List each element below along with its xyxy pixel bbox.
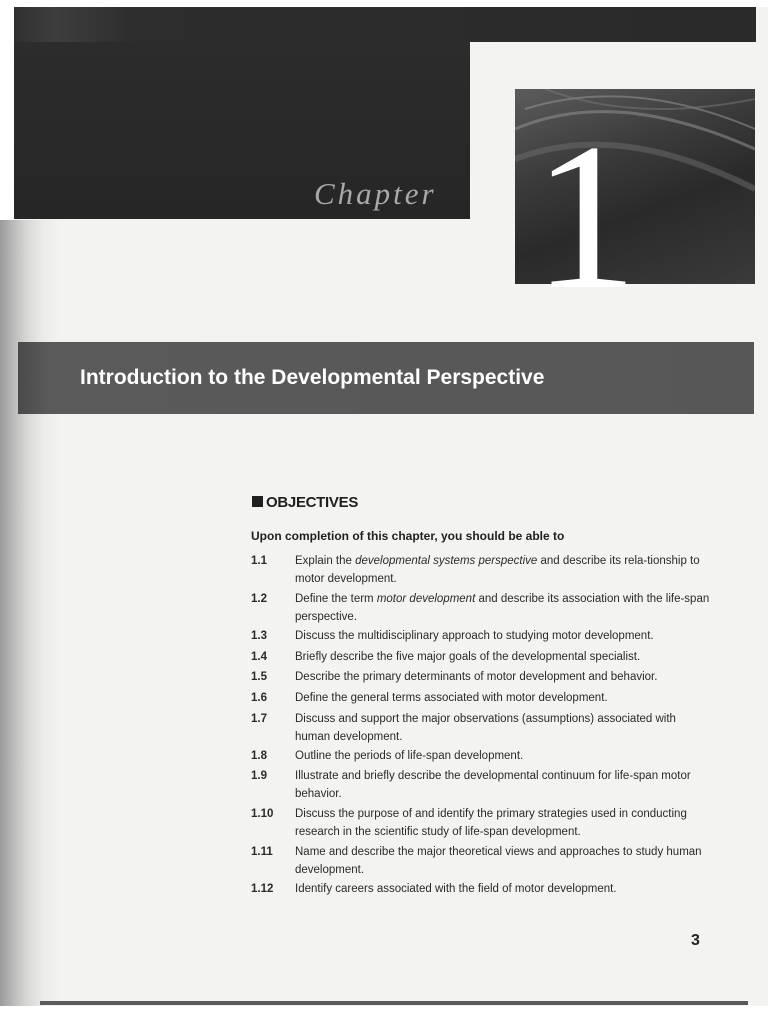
- objective-number: 1.5: [251, 671, 267, 683]
- objective-number: 1.10: [251, 808, 274, 820]
- objective-item: [251, 748, 711, 766]
- objective-text: [295, 591, 711, 626]
- chapter-label: Chapter: [314, 176, 437, 211]
- objective-number: 1.1: [251, 555, 267, 567]
- objective-text: [295, 553, 711, 588]
- bottom-rule: [40, 1001, 748, 1005]
- objective-key-term: developmental systems perspective: [355, 555, 538, 567]
- spine-shadow: [0, 220, 60, 1010]
- objective-key-term: motor development: [376, 593, 476, 605]
- objective-item: [251, 591, 711, 626]
- objective-text-part: Discuss and support the major observations (assumptions) associated with human development.: [295, 713, 676, 743]
- objective-item: [251, 881, 711, 899]
- objective-text-part: Define the general terms associated with motor development.: [295, 692, 608, 704]
- objective-item: [251, 553, 711, 588]
- objective-number: 1.8: [251, 750, 267, 762]
- objective-text: [295, 628, 711, 646]
- objective-text-part: Explain the: [295, 555, 356, 567]
- objective-text: [295, 669, 711, 687]
- objective-number: 1.7: [251, 713, 267, 725]
- objective-number: 1.11: [251, 846, 273, 858]
- objectives-heading-text: OBJECTIVES: [266, 494, 359, 511]
- objective-text-part: and describe its rela-tionship to motor development.: [295, 555, 700, 585]
- objective-item: [251, 649, 711, 667]
- objective-text-part: and describe its association with the life-span perspective.: [295, 593, 710, 623]
- objective-text: [295, 768, 711, 803]
- chapter-title: Introduction to the Developmental Perspective: [80, 366, 545, 389]
- objective-text-part: Discuss the multidisciplinary approach to studying motor development.: [295, 630, 654, 642]
- objective-text-part: Discuss the purpose of and identify the primary strategies used in conducting research in the scientific study of life-span development.: [295, 808, 687, 838]
- objective-item: [251, 628, 711, 646]
- objective-text: [295, 690, 711, 708]
- page-number: 3: [691, 932, 700, 949]
- objective-text-part: Illustrate and briefly describe the developmental continuum for life-span motor behavior.: [295, 770, 691, 800]
- objective-item: [251, 768, 711, 803]
- objective-item: [251, 690, 711, 708]
- objectives-heading: [252, 494, 358, 511]
- objective-number: 1.9: [251, 770, 267, 782]
- objective-item: [251, 711, 711, 746]
- objective-number: 1.12: [251, 883, 274, 895]
- objective-text: [295, 806, 711, 841]
- objective-number: 1.3: [251, 630, 267, 642]
- objective-text-part: Define the term: [295, 593, 377, 605]
- square-bullet-icon: [252, 496, 263, 507]
- objective-text-part: Identify careers associated with the field of motor development.: [295, 883, 617, 895]
- objective-text: [295, 649, 711, 667]
- objective-item: [251, 806, 711, 841]
- objective-text: [295, 844, 711, 879]
- objectives-intro: Upon completion of this chapter, you should be able to: [251, 529, 565, 543]
- objective-text-part: Describe the primary determinants of motor development and behavior.: [295, 671, 658, 683]
- objective-text-part: Outline the periods of life-span development.: [295, 750, 524, 762]
- objective-number: 1.6: [251, 692, 267, 704]
- scan-left-margin: [0, 7, 14, 222]
- objective-text-part: Name and describe the major theoretical views and approaches to study human development.: [295, 846, 702, 876]
- objective-text: [295, 881, 711, 899]
- objective-text: [295, 711, 711, 746]
- objective-number: 1.4: [251, 651, 267, 663]
- chapter-number: 1: [533, 101, 638, 333]
- objective-text: [295, 748, 711, 766]
- objective-text-part: Briefly describe the five major goals of the developmental specialist.: [295, 651, 641, 663]
- objective-item: [251, 844, 711, 879]
- scan-margin: [0, 0, 768, 7]
- scan-bottom-margin: [0, 1006, 768, 1024]
- objective-number: 1.2: [251, 593, 267, 605]
- objective-item: [251, 669, 711, 687]
